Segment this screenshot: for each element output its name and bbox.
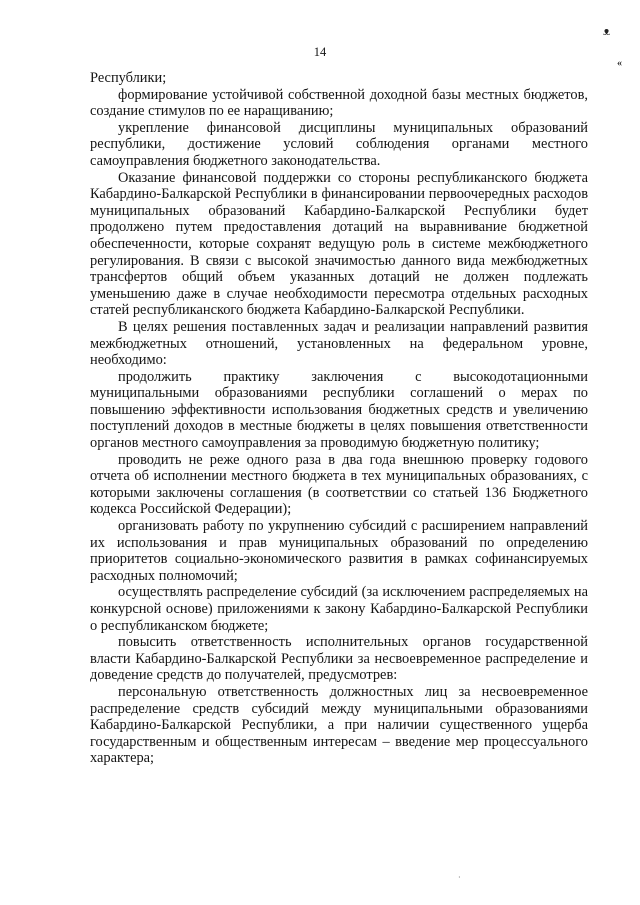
paragraph: осуществлять распределение субсидий (за исключением распределяемых на конкурсной основе) приложениями к закону Кабардино-Балкарской Республики о республиканском бюджете;	[90, 584, 588, 634]
paragraph: укрепление финансовой дисциплины муниципальных образований республики, достижение условий соблюдения органами местного самоуправления бюджетного законодательства.	[90, 119, 588, 169]
body-text	[90, 70, 588, 767]
margin-mark: «	[617, 58, 622, 69]
paragraph: Республики;	[90, 70, 167, 86]
paragraph: В целях решения поставленных задач и реализации направлений развития межбюджетных отношений, установленных на федеральном уровне, необходимо:	[90, 318, 588, 369]
paragraph: формирование устойчивой собственной доходной базы местных бюджетов, создание стимулов по ее наращиванию;	[90, 86, 588, 120]
scan-speck: ·	[458, 873, 461, 882]
paragraph: продолжить практику заключения с высокодотационными муниципальными образованиями республики соглашений о мерах по повышению эффективности использования бюджетных средств и увеличению поступлений доходов в местные бюджеты в целях повышения ответственности органов местного самоуправления за проводимую бюджетную политику;	[90, 368, 588, 452]
paragraph: персональную ответственность должностных лиц за несвоевременное распределение средств субсидий между муниципальными образованиями Кабардино-Балкарской Республики, а при наличии существенного ущерба государственным и общественным интересам – введение мер процессуального характера;	[90, 683, 588, 767]
page-number: 14	[313, 45, 327, 59]
paragraph: организовать работу по укрупнению субсидий с расширением направлений их использования и прав муниципальных образований по определению приоритетов социально-экономического развития в рамках софинансируемых расходных полномочий;	[90, 518, 588, 584]
paragraph: Оказание финансовой поддержки со стороны республиканского бюджета Кабардино-Балкарской Республики в финансировании первоочередных расходов муниципальных образований Кабардино-Балкарской Республики будет продолжено путем предоставления дотаций на выравнивание бюджетной обеспеченности, которые сохранят ведущую роль в системе межбюджетного регулирования. В связи с высокой значимостью данного вида межбюджетных трансфертов общий объем указанных дотаций не должен подлежать уменьшению даже в случае необходимости пересмотра отдельных расходных статей республиканского бюджета Кабардино-Балкарской Республики.	[90, 169, 588, 319]
paragraph: повысить ответственность исполнительных органов государственной власти Кабардино-Балкарской Республики за несвоевременное распределение и доведение средств до получателей, предусмотрев:	[90, 634, 588, 684]
paragraph: проводить не реже одного раза в два года внешнюю проверку годового отчета об исполнении местного бюджета в тех муниципальных образованиях, с которыми заключены соглашения (в соответствии со статьей 136 Бюджетного кодекса Российской Федерации);	[90, 451, 588, 518]
margin-mark: ᴥ	[603, 23, 611, 38]
